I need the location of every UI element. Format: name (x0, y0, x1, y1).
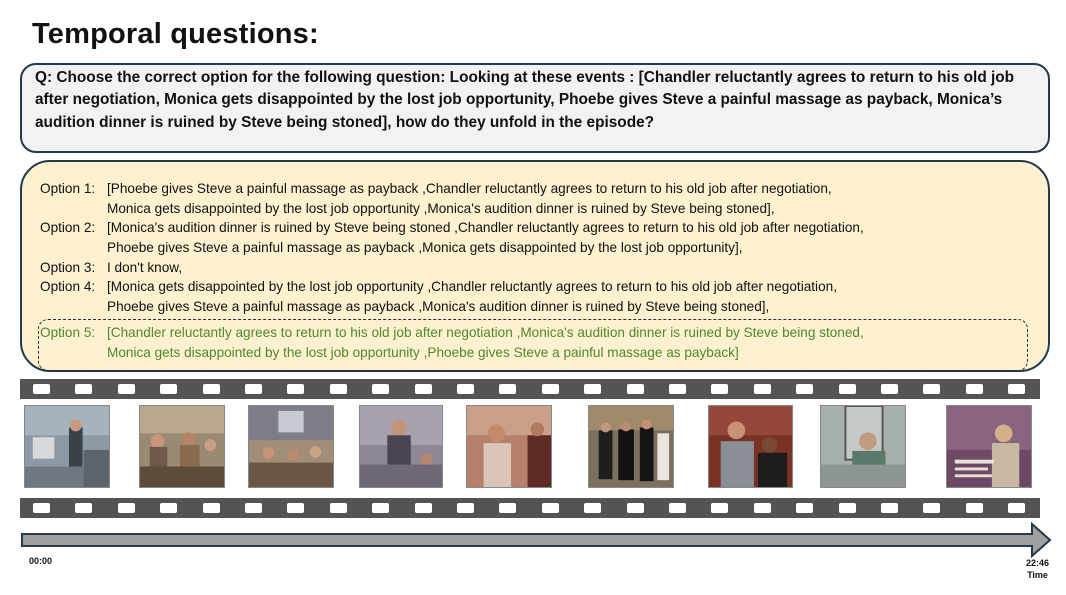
option-text-line2: Phoebe gives Steve a painful massage as payback ,Monica gets disappointed by the lost job opportunity], (107, 240, 743, 255)
option-3 (40, 258, 182, 278)
sprocket-hole (33, 503, 50, 513)
option-text-line1: I don't know, (107, 260, 183, 275)
option-2 (40, 218, 864, 258)
video-frame-4 (359, 405, 443, 488)
sprocket-hole (584, 384, 601, 394)
sprocket-hole (160, 503, 177, 513)
option-text-line2: Phoebe gives Steve a painful massage as payback ,Monica's audition dinner is ruined by Steve being stoned], (107, 299, 770, 314)
video-frame-7 (708, 405, 793, 488)
sprocket-hole (881, 384, 898, 394)
sprocket-hole (627, 384, 644, 394)
sprocket-hole (287, 503, 304, 513)
sprocket-hole (160, 384, 177, 394)
video-frame-3 (248, 405, 334, 488)
video-frame-8 (820, 405, 906, 488)
timeline-end (1026, 557, 1049, 581)
page-title: Temporal questions: (32, 18, 319, 50)
option-text-line1: [Chandler reluctantly agrees to return to his old job after negotiation ,Monica's audition dinner is ruined by Steve being stoned, (107, 325, 864, 340)
timeline-arrow (20, 522, 1054, 558)
sprocket-hole (499, 384, 516, 394)
sprocket-hole (542, 384, 559, 394)
sprocket-hole (118, 503, 135, 513)
sprocket-hole (33, 384, 50, 394)
sprocket-hole (75, 503, 92, 513)
sprocket-hole (669, 503, 686, 513)
video-frame-2 (139, 405, 225, 488)
film-strip-top (20, 379, 1040, 399)
sprocket-hole (203, 503, 220, 513)
sprocket-hole (245, 384, 262, 394)
sprocket-hole (881, 503, 898, 513)
sprocket-hole (923, 384, 940, 394)
option-text-line1: [Phoebe gives Steve a painful massage as payback ,Chandler reluctantly agrees to return to his old job after negotiation, (107, 181, 832, 196)
sprocket-hole (75, 384, 92, 394)
video-frame-9 (946, 405, 1032, 488)
sprocket-hole (839, 503, 856, 513)
option-text-line1: [Monica gets disappointed by the lost job opportunity ,Chandler reluctantly agrees to return to his old job after negotiation, (107, 279, 837, 294)
option-text-line2: Monica gets disappointed by the lost job opportunity ,Monica's audition dinner is ruined by Steve being stoned], (107, 201, 775, 216)
sprocket-hole (415, 503, 432, 513)
sprocket-hole (330, 384, 347, 394)
option-label: Option 5: (40, 325, 96, 340)
question-text: Q: Choose the correct option for the following question: Looking at these events : [Chandler reluctantly agrees to return to his old job after negotiation, Monica gets disappointed by the lost job opportunity, Phoebe gives Steve a painful massage as payback, Monica’s audition dinner is ruined by Steve being stoned], how do they unfold in the episode? (35, 69, 1015, 131)
sprocket-hole (711, 503, 728, 513)
sprocket-hole (669, 384, 686, 394)
option-label: Option 4: (40, 279, 96, 294)
sprocket-hole (457, 384, 474, 394)
sprocket-hole (372, 384, 389, 394)
sprocket-hole (245, 503, 262, 513)
sprocket-hole (711, 384, 728, 394)
sprocket-hole (754, 384, 771, 394)
timeline-axis-label: Time (1027, 570, 1048, 580)
option-label: Option 1: (40, 181, 96, 196)
option-text-line1: [Monica's audition dinner is ruined by Steve being stoned ,Chandler reluctantly agrees to return to his old job after negotiation, (107, 220, 864, 235)
sprocket-hole (287, 384, 304, 394)
sprocket-hole (118, 384, 135, 394)
option-1 (40, 179, 832, 219)
option-label: Option 2: (40, 220, 96, 235)
option-text-line2: Monica gets disappointed by the lost job opportunity ,Phoebe gives Steve a painful massage as payback] (107, 345, 739, 360)
sprocket-hole (372, 503, 389, 513)
sprocket-hole (542, 503, 559, 513)
sprocket-hole (330, 503, 347, 513)
video-frame-5 (466, 405, 552, 488)
timeline-start: 00:00 (29, 556, 53, 566)
sprocket-hole (627, 503, 644, 513)
video-frame-6 (588, 405, 674, 488)
sprocket-hole (923, 503, 940, 513)
sprocket-hole (966, 384, 983, 394)
sprocket-hole (1008, 503, 1025, 513)
film-strip-bottom (20, 498, 1040, 518)
sprocket-hole (966, 503, 983, 513)
question-box (20, 63, 1050, 153)
sprocket-hole (754, 503, 771, 513)
timeline-end-time: 22:46 (1026, 558, 1050, 568)
sprocket-hole (499, 503, 516, 513)
sprocket-hole (1008, 384, 1025, 394)
sprocket-hole (839, 384, 856, 394)
video-frame-1 (24, 405, 110, 488)
option-5 (40, 323, 864, 363)
option-label: Option 3: (40, 260, 96, 275)
sprocket-hole (796, 384, 813, 394)
sprocket-hole (415, 384, 432, 394)
option-4 (40, 277, 837, 317)
sprocket-hole (457, 503, 474, 513)
sprocket-hole (796, 503, 813, 513)
sprocket-hole (203, 384, 220, 394)
sprocket-hole (584, 503, 601, 513)
